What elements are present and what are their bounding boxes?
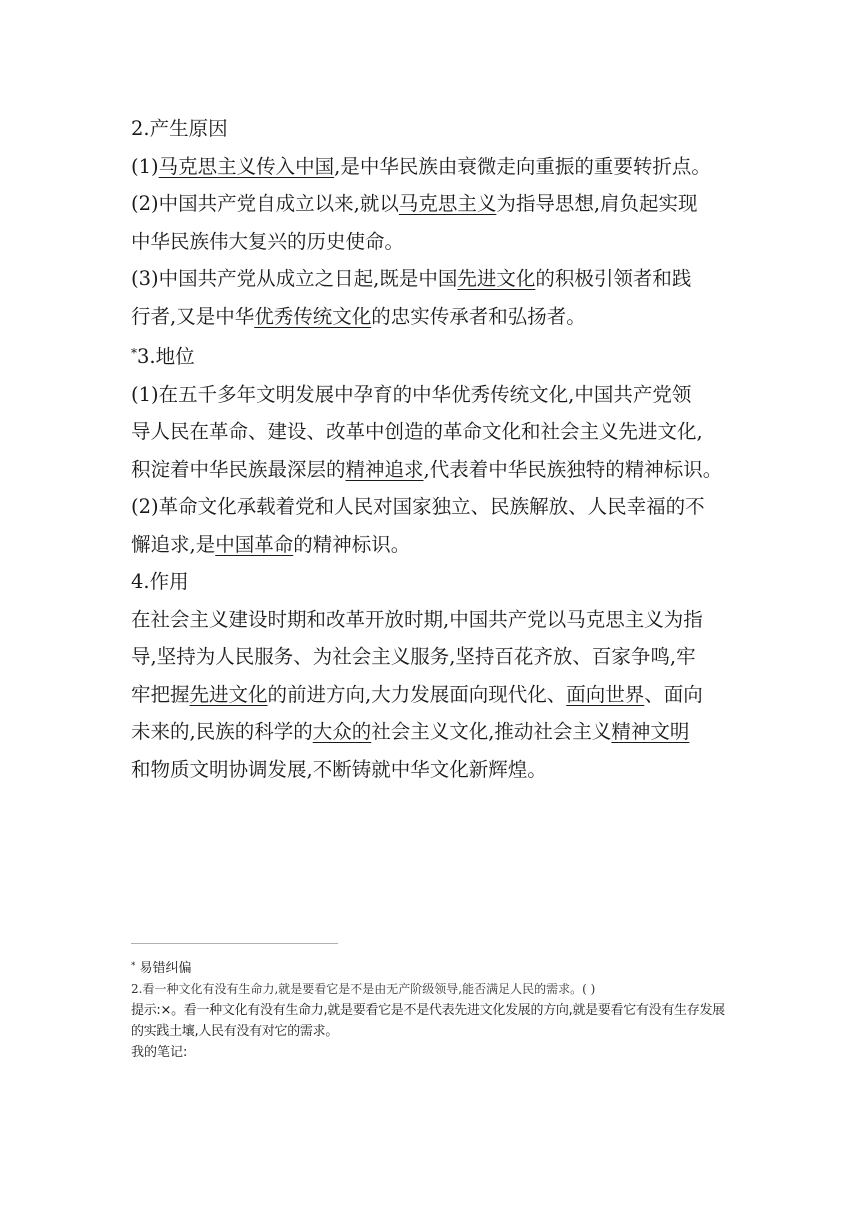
text: (3)中国共产党从成立之日起,既是中国 [131,267,458,290]
section-title-causes: 2.产生原因 [131,117,228,140]
paragraph-status-1: (1)在五千多年文明发展中孕育的中华优秀传统文化,中国共产党领 [131,382,692,406]
paragraph-status-1-cont2 [131,451,741,489]
paragraph-role-line-2: 导,坚持为人民服务、为社会主义服务,坚持百花齐放、百家争鸣,牢 [131,645,696,668]
paragraph-role-line-3 [131,676,741,714]
star-marker: * [131,961,136,971]
paragraph-role-line-1: 在社会主义建设时期和改革开放时期,中国共产党以马克思主义为指 [131,607,703,631]
text: ,代表着中华民族独特的精神标识。 [423,457,723,481]
section-title-role: 4.作用 [131,570,189,593]
footnote-divider [131,943,338,944]
text: 的积极引领者和践 [535,267,692,290]
my-notes-label: 我的笔记: [131,1045,188,1060]
paragraph-status-2-cont [131,526,741,564]
text: 懈追求,是 [131,532,216,556]
underlined-keyword: 大众的 [312,720,372,743]
paragraph-status-2: (2)革命文化承载着党和人民对国家独立、民族解放、人民幸福的不 [131,495,705,518]
underlined-keyword: 面向世界 [566,682,645,706]
underlined-keyword: 精神文明 [611,720,690,743]
text: 未来的,民族的科学的 [131,720,313,743]
text: 的前进方向,大力发展面向现代化、 [267,682,567,706]
paragraph-status-1-cont: 导人民在革命、建设、改革中创造的革命文化和社会主义先进文化, [131,420,703,443]
underlined-keyword: 精神追求 [345,457,424,481]
paragraph-role-line-4 [131,713,741,751]
paragraph-cause-3-cont [131,298,741,336]
paragraph-cause-2 [131,185,741,223]
main-content [131,110,741,788]
underlined-keyword: 先进文化 [457,267,536,290]
underlined-keyword: 优秀传统文化 [254,304,372,328]
footnote-question: 2.看一种文化有没有生命力,就是要看它是不是由无产阶级领导,能否满足人民的需求。( ) [131,982,596,996]
underlined-keyword: 马克思主义 [398,192,497,215]
text: ,是中华民族由衰微走向重振的重要转折点。 [334,154,711,178]
star-marker: * [131,346,137,360]
text: 的忠实传承者和弘扬者。 [371,304,586,328]
text: (2)中国共产党自成立以来,就以 [131,192,399,215]
text: 行者,又是中华 [131,304,255,328]
text: 、面向 [644,682,703,706]
text: 易错纠偏 [139,961,192,976]
text: (1) [131,154,159,178]
paragraph-role-line-5: 和物质文明协调发展,不断铸就中华文化新辉煌。 [131,757,547,781]
text: 的精神标识。 [293,532,411,556]
footnote-title [131,956,741,979]
paragraph-cause-1 [131,148,741,186]
text: 社会主义文化,推动社会主义 [371,720,612,743]
section-title-status [131,335,741,376]
underlined-keyword: 先进文化 [189,682,268,706]
text: 积淀着中华民族最深层的 [131,457,346,481]
text: 为指导思想,肩负起实现 [496,192,698,215]
underlined-keyword: 中国革命 [215,532,294,556]
paragraph-cause-3 [131,260,741,298]
paragraph-cause-2-cont: 中华民族伟大复兴的历史使命。 [131,229,405,253]
text: 牢把握 [131,682,190,706]
footnote-answer: 提示:×。看一种文化有没有生命力,就是要看它是不是代表先进文化发展的方向,就是要看它有没有生存发展的实践土壤,人民有没有对它的需求。 [131,1003,725,1039]
text: 3.地位 [137,345,195,368]
footnote-section [131,956,741,1063]
underlined-keyword: 马克思主义传入中国 [158,154,335,178]
